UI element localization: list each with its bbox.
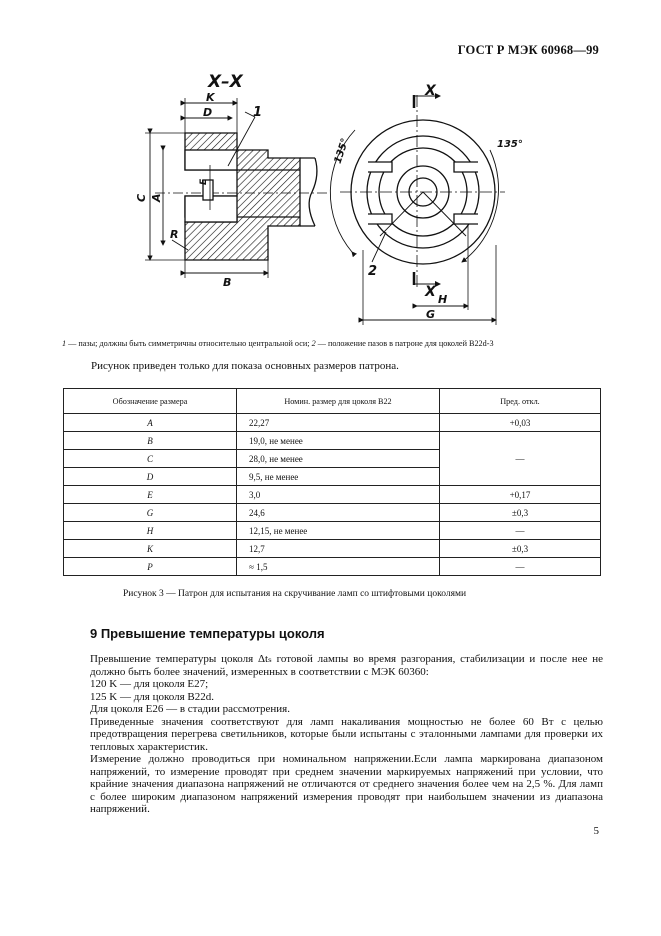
- cell-tolerance: +0,03: [440, 414, 601, 432]
- cell-nominal: 3,0: [237, 486, 440, 504]
- cell-symbol: B: [64, 432, 237, 450]
- cell-tolerance: +0,17: [440, 486, 601, 504]
- cell-symbol: G: [64, 504, 237, 522]
- cell-nominal: 12,15, не менее: [237, 522, 440, 540]
- dim-E: E: [199, 178, 209, 185]
- cell-tolerance: ±0,3: [440, 540, 601, 558]
- section-mark-top: X: [425, 83, 436, 99]
- legend-1: — пазы; должны быть симметричны относительно центральной оси;: [68, 339, 310, 348]
- section-body: [90, 653, 603, 816]
- section-mark-bottom: X: [425, 284, 436, 300]
- page-number: 5: [593, 825, 599, 837]
- legend-2: — положение пазов в патроне для цоколей B22d-3: [317, 339, 494, 348]
- paragraph: Измерение должно проводиться при номинальном напряжении.Если лампа маркирована диапазоном напряжений, то измерение проводят при среднем значении маркируемых напряжений при условии, что крайние значения диапазона напряжений не отличаются от среднего значения более чем на 2,5 %. Для ламп с более широким диапазоном напряжений измерения проводят при наибольшем значении из диапазона напряжений.: [90, 753, 603, 815]
- cell-tolerance: —: [440, 432, 601, 486]
- dim-K: K: [206, 91, 215, 104]
- col-header-symbol: Обозначение размера: [64, 389, 237, 414]
- cell-nominal: 24,6: [237, 504, 440, 522]
- figure-caption: Рисунок 3 — Патрон для испытания на скручивание ламп со штифтовыми цоколями: [123, 589, 467, 599]
- cell-symbol: A: [64, 414, 237, 432]
- cell-nominal: ≈ 1,5: [237, 558, 440, 576]
- dim-C: C: [135, 193, 148, 202]
- angle-right: 135°: [497, 139, 523, 150]
- table-row: [64, 486, 601, 504]
- cell-symbol: H: [64, 522, 237, 540]
- cell-tolerance: —: [440, 522, 601, 540]
- dim-D: D: [203, 106, 213, 119]
- dim-A: A: [150, 193, 163, 202]
- legend-num-2: 2: [311, 339, 316, 348]
- dim-B: B: [223, 276, 232, 289]
- cell-tolerance: ±0,3: [440, 504, 601, 522]
- table-row: [64, 432, 601, 450]
- front-view: [330, 95, 505, 325]
- table-header-row: [64, 389, 601, 414]
- cell-symbol: E: [64, 486, 237, 504]
- legend-num-1: 1: [62, 339, 67, 348]
- col-header-nominal: Номин. размер для цоколя B22: [237, 389, 440, 414]
- cell-nominal: 12,7: [237, 540, 440, 558]
- section-view: [145, 98, 330, 278]
- paragraph: Приведенные значения соответствуют для ламп накаливания мощностью не более 60 Вт с целью предотвращения перегрева светильников, которые были испытаны с эталонными лампами для проверки их тепловых характеристик.: [90, 715, 603, 753]
- cell-symbol: C: [64, 450, 237, 468]
- table-row: [64, 522, 601, 540]
- cell-tolerance: —: [440, 558, 601, 576]
- lampholder-drawing: [0, 0, 661, 340]
- angle-left: 135°: [332, 137, 352, 166]
- col-header-tolerance: Пред. откл.: [440, 389, 601, 414]
- cell-symbol: P: [64, 558, 237, 576]
- dimensions-table: [63, 388, 601, 576]
- cell-symbol: K: [64, 540, 237, 558]
- figure-note: Рисунок приведен только для показа основных размеров патрона.: [91, 360, 399, 372]
- figure-legend: [62, 339, 622, 348]
- callout-2: 2: [368, 264, 378, 279]
- cell-nominal: 9,5, не менее: [237, 468, 440, 486]
- paragraph: Превышение температуры цоколя Δtₛ готовой лампы во время разгорания, стабилизации и после нее не должно быть более значений, измеренных в соответствии с МЭК 60360:: [90, 653, 603, 678]
- section-label: X–X: [208, 72, 243, 92]
- table-row: [64, 414, 601, 432]
- cell-nominal: 22,27: [237, 414, 440, 432]
- section-title: 9 Превышение температуры цоколя: [90, 626, 325, 641]
- table-row: [64, 504, 601, 522]
- dim-G: G: [426, 308, 436, 321]
- table-row: [64, 540, 601, 558]
- standard-header: ГОСТ Р МЭК 60968—99: [457, 43, 599, 57]
- list-item: 125 K — для цоколя B22d.: [90, 690, 215, 703]
- cell-nominal: 19,0, не менее: [237, 432, 440, 450]
- dim-H: H: [438, 293, 448, 306]
- list-item: Для цоколя E26 — в стадии рассмотрения.: [90, 703, 290, 715]
- table-row: [64, 558, 601, 576]
- list-item: 120 K — для цоколя E27;: [90, 678, 209, 690]
- cell-symbol: D: [64, 468, 237, 486]
- cell-nominal: 28,0, не менее: [237, 450, 440, 468]
- callout-1: 1: [253, 105, 263, 120]
- dim-R: R: [170, 228, 179, 241]
